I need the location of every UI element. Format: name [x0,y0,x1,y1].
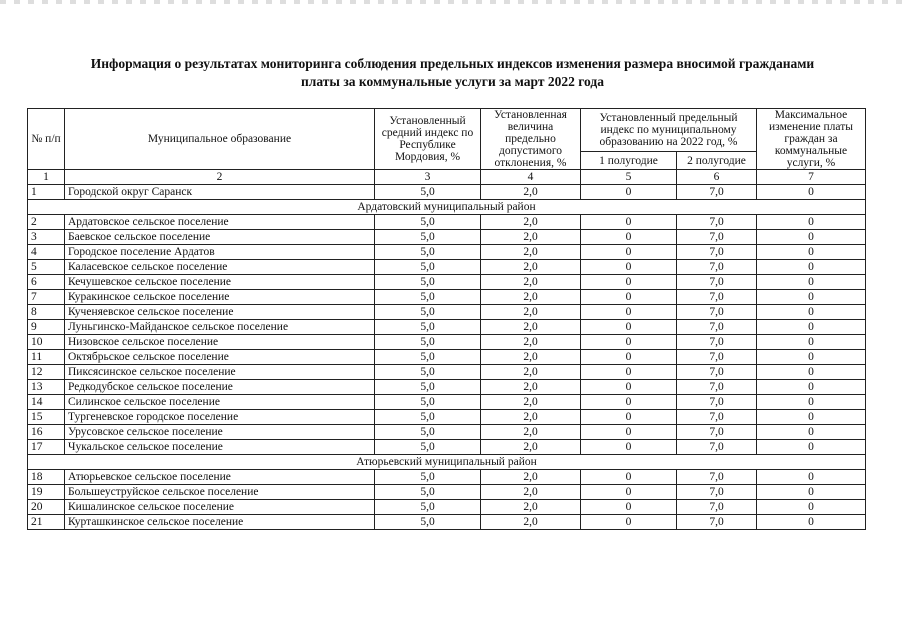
row-max-change: 0 [757,425,866,440]
row-name: Кечушевское сельское поселение [65,275,375,290]
row-number: 10 [28,335,65,350]
row-number: 3 [28,230,65,245]
row-deviation: 2,0 [481,275,581,290]
row-name: Большеуструйское сельское поселение [65,485,375,500]
row-number: 6 [28,275,65,290]
row-number: 21 [28,515,65,530]
row-half-1: 0 [581,290,677,305]
row-max-change: 0 [757,515,866,530]
row-half-1: 0 [581,485,677,500]
row-max-change: 0 [757,410,866,425]
row-avg-index: 5,0 [375,515,481,530]
row-half-2: 7,0 [677,515,757,530]
row-number: 18 [28,470,65,485]
row-max-change: 0 [757,500,866,515]
table-row [28,395,866,410]
row-half-2: 7,0 [677,365,757,380]
row-half-1: 0 [581,320,677,335]
row-half-2: 7,0 [677,350,757,365]
row-avg-index: 5,0 [375,215,481,230]
row-avg-index: 5,0 [375,500,481,515]
row-max-change: 0 [757,440,866,455]
row-deviation: 2,0 [481,185,581,200]
row-avg-index: 5,0 [375,335,481,350]
row-number: 19 [28,485,65,500]
row-number: 15 [28,410,65,425]
row-half-1: 0 [581,230,677,245]
table-header [28,109,866,170]
row-deviation: 2,0 [481,470,581,485]
row-half-1: 0 [581,305,677,320]
row-avg-index: 5,0 [375,380,481,395]
row-half-2: 7,0 [677,440,757,455]
row-avg-index: 5,0 [375,470,481,485]
row-max-change: 0 [757,185,866,200]
row-deviation: 2,0 [481,335,581,350]
row-deviation: 2,0 [481,515,581,530]
row-number: 8 [28,305,65,320]
column-number: 7 [757,170,866,185]
row-half-2: 7,0 [677,290,757,305]
column-number: 4 [481,170,581,185]
row-number: 20 [28,500,65,515]
header-municipal-index: Установленный предельный индекс по муниципальному образованию на 2022 год, % [581,109,757,152]
row-half-2: 7,0 [677,260,757,275]
row-half-2: 7,0 [677,215,757,230]
row-half-1: 0 [581,215,677,230]
row-half-1: 0 [581,440,677,455]
row-name: Тургеневское городское поселение [65,410,375,425]
row-max-change: 0 [757,215,866,230]
row-number: 4 [28,245,65,260]
row-name: Городское поселение Ардатов [65,245,375,260]
row-name: Кученяевское сельское поселение [65,305,375,320]
column-number-row [28,170,866,185]
row-deviation: 2,0 [481,485,581,500]
row-number: 13 [28,380,65,395]
row-avg-index: 5,0 [375,245,481,260]
monitoring-table [27,108,866,530]
row-max-change: 0 [757,380,866,395]
row-number: 1 [28,185,65,200]
row-max-change: 0 [757,305,866,320]
title-line-2: платы за коммунальные услуги за март 2022 года [301,74,604,89]
row-name: Курташкинское сельское поселение [65,515,375,530]
table-row [28,305,866,320]
row-half-2: 7,0 [677,305,757,320]
row-max-change: 0 [757,320,866,335]
row-name: Атюрьевское сельское поселение [65,470,375,485]
row-max-change: 0 [757,350,866,365]
row-half-1: 0 [581,260,677,275]
row-avg-index: 5,0 [375,395,481,410]
header-deviation: Установленная величина предельно допустимого отклонения, % [481,109,581,170]
row-number: 7 [28,290,65,305]
district-name: Ардатовский муниципальный район [28,200,866,215]
row-number: 14 [28,395,65,410]
row-deviation: 2,0 [481,365,581,380]
header-half-2: 2 полугодие [677,152,757,170]
column-number: 6 [677,170,757,185]
district-row [28,455,866,470]
table-row [28,515,866,530]
row-half-1: 0 [581,395,677,410]
row-name: Редкодубское сельское поселение [65,380,375,395]
row-name: Урусовское сельское поселение [65,425,375,440]
column-number: 1 [28,170,65,185]
row-deviation: 2,0 [481,260,581,275]
row-avg-index: 5,0 [375,260,481,275]
header-num: № п/п [28,109,65,170]
header-name: Муниципальное образование [65,109,375,170]
row-deviation: 2,0 [481,215,581,230]
header-max-change: Максимальное изменение платы граждан за коммунальные услуги, % [757,109,866,170]
row-half-2: 7,0 [677,425,757,440]
row-half-1: 0 [581,185,677,200]
table-row [28,260,866,275]
column-number: 2 [65,170,375,185]
row-max-change: 0 [757,260,866,275]
row-half-1: 0 [581,365,677,380]
row-half-1: 0 [581,470,677,485]
row-max-change: 0 [757,290,866,305]
row-name: Пиксясинское сельское поселение [65,365,375,380]
row-half-2: 7,0 [677,245,757,260]
row-half-1: 0 [581,380,677,395]
row-half-1: 0 [581,425,677,440]
table-row [28,410,866,425]
row-half-2: 7,0 [677,380,757,395]
table-row [28,365,866,380]
row-name: Низовское сельское поселение [65,335,375,350]
row-max-change: 0 [757,365,866,380]
row-deviation: 2,0 [481,410,581,425]
row-avg-index: 5,0 [375,410,481,425]
table-row [28,335,866,350]
row-half-2: 7,0 [677,335,757,350]
row-max-change: 0 [757,395,866,410]
row-number: 12 [28,365,65,380]
row-deviation: 2,0 [481,350,581,365]
row-max-change: 0 [757,230,866,245]
row-half-1: 0 [581,500,677,515]
header-avg-index: Установленный средний индекс по Республике Мордовия, % [375,109,481,170]
row-name: Городской округ Саранск [65,185,375,200]
row-half-2: 7,0 [677,320,757,335]
row-deviation: 2,0 [481,245,581,260]
table-row [28,275,866,290]
table-row [28,290,866,305]
row-avg-index: 5,0 [375,305,481,320]
column-number: 3 [375,170,481,185]
row-number: 2 [28,215,65,230]
row-max-change: 0 [757,275,866,290]
row-half-2: 7,0 [677,275,757,290]
row-deviation: 2,0 [481,425,581,440]
row-half-1: 0 [581,275,677,290]
row-avg-index: 5,0 [375,230,481,245]
row-half-2: 7,0 [677,485,757,500]
row-avg-index: 5,0 [375,440,481,455]
row-avg-index: 5,0 [375,350,481,365]
row-avg-index: 5,0 [375,485,481,500]
row-half-2: 7,0 [677,230,757,245]
row-deviation: 2,0 [481,290,581,305]
table-row [28,320,866,335]
row-name: Луньгинско-Майданское сельское поселение [65,320,375,335]
row-name: Куракинское сельское поселение [65,290,375,305]
table-row [28,245,866,260]
row-name: Каласевское сельское поселение [65,260,375,275]
table-row [28,500,866,515]
row-half-1: 0 [581,515,677,530]
table-row [28,440,866,455]
table-row [28,215,866,230]
row-deviation: 2,0 [481,380,581,395]
row-deviation: 2,0 [481,500,581,515]
row-max-change: 0 [757,470,866,485]
column-number: 5 [581,170,677,185]
row-name: Силинское сельское поселение [65,395,375,410]
row-half-2: 7,0 [677,395,757,410]
table-body [28,170,866,530]
scan-top-edge [0,0,905,4]
row-deviation: 2,0 [481,440,581,455]
row-half-1: 0 [581,350,677,365]
row-number: 5 [28,260,65,275]
header-half-1: 1 полугодие [581,152,677,170]
row-number: 16 [28,425,65,440]
row-name: Баевское сельское поселение [65,230,375,245]
row-number: 11 [28,350,65,365]
row-number: 9 [28,320,65,335]
row-half-2: 7,0 [677,470,757,485]
row-name: Чукальское сельское поселение [65,440,375,455]
row-half-1: 0 [581,245,677,260]
row-avg-index: 5,0 [375,320,481,335]
row-avg-index: 5,0 [375,275,481,290]
row-half-2: 7,0 [677,410,757,425]
row-avg-index: 5,0 [375,290,481,305]
table-row [28,425,866,440]
row-half-2: 7,0 [677,185,757,200]
row-deviation: 2,0 [481,305,581,320]
row-max-change: 0 [757,245,866,260]
table-row [28,350,866,365]
table-row [28,470,866,485]
row-half-1: 0 [581,335,677,350]
table-row [28,380,866,395]
district-name: Атюрьевский муниципальный район [28,455,866,470]
row-avg-index: 5,0 [375,185,481,200]
row-half-2: 7,0 [677,500,757,515]
title-line-1: Информация о результатах мониторинга соблюдения предельных индексов изменения размера вносимой гражданами [90,56,815,71]
row-deviation: 2,0 [481,230,581,245]
row-avg-index: 5,0 [375,365,481,380]
row-half-1: 0 [581,410,677,425]
row-name: Кишалинское сельское поселение [65,500,375,515]
row-deviation: 2,0 [481,320,581,335]
row-deviation: 2,0 [481,395,581,410]
row-max-change: 0 [757,485,866,500]
row-name: Октябрьское сельское поселение [65,350,375,365]
row-max-change: 0 [757,335,866,350]
table-row [28,485,866,500]
table-row [28,185,866,200]
table-row [28,230,866,245]
district-row [28,200,866,215]
document-title [40,55,865,91]
row-name: Ардатовское сельское поселение [65,215,375,230]
row-number: 17 [28,440,65,455]
row-avg-index: 5,0 [375,425,481,440]
